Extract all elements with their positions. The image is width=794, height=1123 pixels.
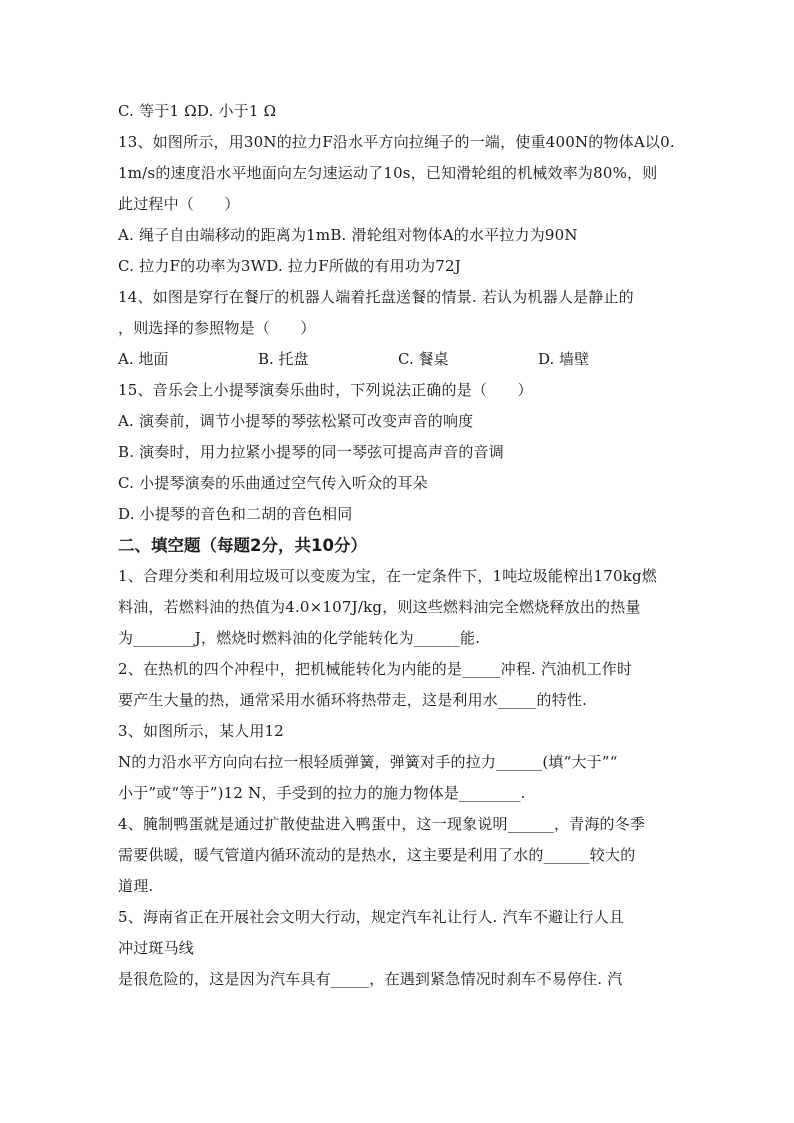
fill-q5-line-3: 是很危险的，这是因为汽车具有_____，在遇到紧急情况时刹车不易停住. 汽 <box>118 970 623 988</box>
fill-q1-line-1: 1、合理分类和利用垃圾可以变废为宝，在一定条件下，1吨垃圾能榨出170kg燃 <box>118 567 658 585</box>
q15-text: 15、音乐会上小提琴演奏乐曲时，下列说法正确的是（ ） <box>118 381 533 399</box>
q13-options-cd: C. 拉力F的功率为3WD. 拉力F所做的有用功为72J <box>118 257 461 275</box>
q15-option-c: C. 小提琴演奏的乐曲通过空气传入听众的耳朵 <box>118 474 428 492</box>
exam-page <box>118 96 678 995</box>
q15-option-a: A. 演奏前，调节小提琴的琴弦松紧可改变声音的响度 <box>118 412 474 430</box>
section-2-title: 二、填空题（每题2分，共10分） <box>118 536 367 555</box>
q14-option-b: B. 托盘 <box>258 350 309 368</box>
fill-q3-line-3: 小于”或“等于”)12 N，手受到的拉力的施力物体是________. <box>118 784 526 802</box>
fill-q2-line-1: 2、在热机的四个冲程中，把机械能转化为内能的是_____冲程. 汽油机工作时 <box>118 660 633 678</box>
fill-q1-line-3: 为________J，燃烧时燃料油的化学能转化为______能. <box>118 629 481 647</box>
q12-options-cd: C. 等于1 ΩD. 小于1 Ω <box>118 102 277 120</box>
fill-q4-line-2: 需要供暖，暖气管道内循环流动的是热水，这主要是利用了水的______较大的 <box>118 846 636 864</box>
q15-option-d: D. 小提琴的音色和二胡的音色相同 <box>118 505 353 523</box>
fill-q4-line-3: 道理. <box>118 877 154 895</box>
q14-option-c: C. 餐桌 <box>398 350 449 368</box>
fill-q2-line-2: 要产生大量的热，通常采用水循环将热带走，这是利用水_____的特性. <box>118 691 588 709</box>
fill-q5-line-1: 5、海南省正在开展社会文明大行动，规定汽车礼让行人. 汽车不避让行人且 <box>118 908 625 926</box>
fill-q4-line-1: 4、腌制鸭蛋就是通过扩散使盐进入鸭蛋中，这一现象说明______，青海的冬季 <box>118 815 646 833</box>
q14-option-d: D. 墙壁 <box>538 350 590 368</box>
q13-options-ab: A. 绳子自由端移动的距离为1mB. 滑轮组对物体A的水平拉力为90N <box>118 226 578 244</box>
fill-q5-line-2: 冲过斑马线 <box>118 939 195 957</box>
q15-option-b: B. 演奏时，用力拉紧小提琴的同一琴弦可提高声音的音调 <box>118 443 504 461</box>
q14-text-line-2: ，则选择的参照物是（ ） <box>118 319 316 337</box>
q13-text-line-2: 1m/s的速度沿水平地面向左匀速运动了10s，已知滑轮组的机械效率为80%，则 <box>118 164 658 182</box>
fill-q1-line-2: 料油，若燃料油的热值为4.0×107J/kg，则这些燃料油完全燃烧释放出的热量 <box>118 598 641 616</box>
fill-q3-line-1: 3、如图所示，某人用12 <box>118 722 285 740</box>
q14-text-line-1: 14、如图是穿行在餐厅的机器人端着托盘送餐的情景. 若认为机器人是静止的 <box>118 288 634 306</box>
q14-options <box>118 344 678 375</box>
q14-option-a: A. 地面 <box>118 350 169 368</box>
q13-text-line-3: 此过程中（ ） <box>118 195 240 213</box>
fill-q3-line-2: N的力沿水平方向向右拉一根轻质弹簧，弹簧对手的拉力______(填“大于”“ <box>118 753 618 771</box>
q13-text-line-1: 13、如图所示，用30N的拉力F沿水平方向拉绳子的一端，使重400N的物体A以0. <box>118 133 675 151</box>
